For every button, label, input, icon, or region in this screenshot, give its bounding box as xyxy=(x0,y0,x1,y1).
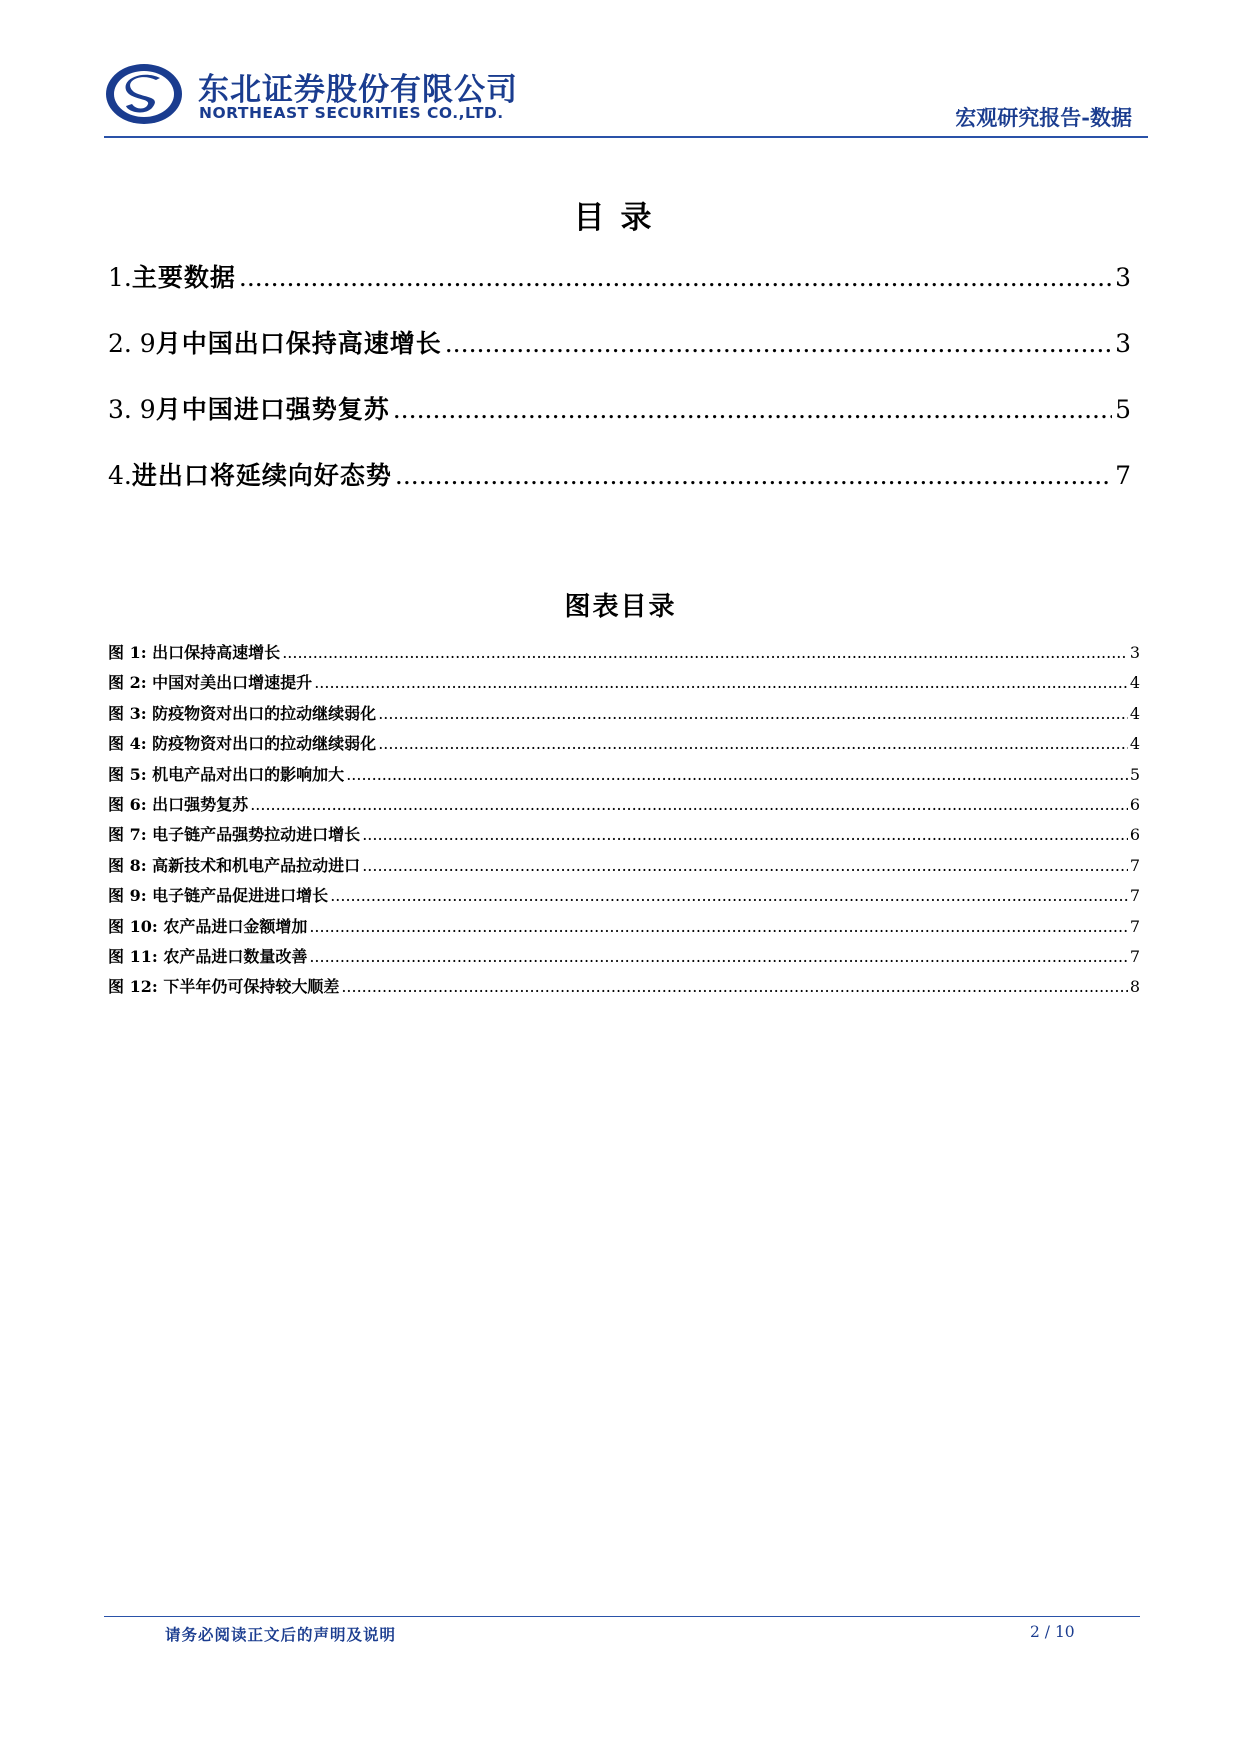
figure-leader-dots xyxy=(250,795,1128,814)
figure-toc-label: 图 4: 防疫物资对出口的拉动继续弱化 xyxy=(108,734,377,754)
toc-entry[interactable] xyxy=(108,390,1131,456)
toc-entry-number: 3. 9 xyxy=(108,395,156,424)
figure-toc-label: 图 7: 电子链产品强势拉动进口增长 xyxy=(108,825,361,845)
figure-toc-entry[interactable] xyxy=(108,762,1140,792)
page-number: 2 / 10 xyxy=(1030,1623,1075,1641)
figure-toc-title: 图表目录 xyxy=(564,592,677,622)
figure-toc-page: 7 xyxy=(1129,886,1140,906)
toc-entry-number: 2. 9 xyxy=(108,329,156,358)
figure-toc-entry[interactable] xyxy=(108,792,1140,822)
figure-toc-entry[interactable] xyxy=(108,974,1140,1004)
toc-leader-dots xyxy=(395,461,1112,490)
figure-leader-dots xyxy=(378,734,1128,753)
footer-divider xyxy=(104,1616,1140,1617)
figure-leader-dots xyxy=(378,704,1128,723)
toc-title: 目录 xyxy=(573,200,668,236)
toc-leader-dots xyxy=(393,395,1112,424)
toc-entry-page: 3 xyxy=(1115,329,1131,358)
toc-entry-page: 3 xyxy=(1115,263,1131,292)
figure-toc-entry[interactable] xyxy=(108,701,1140,731)
figure-toc-page: 4 xyxy=(1129,734,1140,754)
figure-toc-page: 7 xyxy=(1129,946,1140,966)
figure-toc-page: 3 xyxy=(1129,643,1140,662)
company-name-cn: 东北证券股份有限公司 xyxy=(198,72,518,108)
figure-leader-dots xyxy=(309,917,1127,936)
figure-leader-dots xyxy=(341,977,1127,996)
figure-toc-entry[interactable] xyxy=(108,670,1140,700)
figure-toc-label: 图 6: 出口强势复苏 xyxy=(108,794,249,814)
figure-toc-entry[interactable] xyxy=(108,914,1140,944)
figure-leader-dots xyxy=(346,765,1128,784)
figure-toc-page: 4 xyxy=(1129,703,1140,723)
toc-entry-number: 1. xyxy=(108,263,132,292)
figure-toc-entry[interactable] xyxy=(108,853,1140,883)
toc-entry-title: 月中国进口强势复苏 xyxy=(155,395,390,424)
toc-entry[interactable] xyxy=(108,456,1131,522)
figure-toc-page: 8 xyxy=(1129,977,1140,997)
figure-toc-label: 图 12: 下半年仍可保持较大顺差 xyxy=(108,977,340,997)
figure-leader-dots xyxy=(314,673,1128,692)
figure-toc-entry[interactable] xyxy=(108,640,1140,670)
page-header xyxy=(104,60,1148,138)
header-divider xyxy=(104,136,1148,138)
figure-toc-label: 图 2: 中国对美出口增速提升 xyxy=(108,673,313,693)
toc-leader-dots xyxy=(239,263,1112,292)
figure-toc-label: 图 10: 农产品进口金额增加 xyxy=(108,916,308,936)
figure-toc-entry[interactable] xyxy=(108,731,1140,761)
figure-toc-page: 5 xyxy=(1129,764,1140,784)
toc-entry[interactable] xyxy=(108,324,1131,390)
figure-toc-entry[interactable] xyxy=(108,944,1140,974)
figure-toc-page: 4 xyxy=(1129,673,1140,693)
toc-entry[interactable] xyxy=(108,258,1131,324)
toc-entry-title: 月中国出口保持高速增长 xyxy=(155,329,442,358)
company-name-en: NORTHEAST SECURITIES CO.,LTD. xyxy=(199,104,504,122)
figure-toc-label: 图 1: 出口保持高速增长 xyxy=(108,643,281,662)
figure-toc-label: 图 5: 机电产品对出口的影响加大 xyxy=(108,764,345,784)
figure-toc-label: 图 3: 防疫物资对出口的拉动继续弱化 xyxy=(108,703,377,723)
footer-disclaimer: 请务必阅读正文后的声明及说明 xyxy=(165,1625,397,1644)
figure-leader-dots xyxy=(282,643,1128,662)
table-of-contents xyxy=(108,258,1131,522)
figure-toc-page: 6 xyxy=(1129,825,1140,845)
toc-entry-page: 5 xyxy=(1115,395,1131,424)
toc-entry-title: 主要数据 xyxy=(131,263,236,292)
figure-toc-entry[interactable] xyxy=(108,883,1140,913)
figure-toc-label: 图 11: 农产品进口数量改善 xyxy=(108,946,308,966)
figure-leader-dots xyxy=(362,825,1128,844)
toc-leader-dots xyxy=(445,329,1112,358)
figure-toc-label: 图 9: 电子链产品促进进口增长 xyxy=(108,886,329,906)
figure-toc-label: 图 8: 高新技术和机电产品拉动进口 xyxy=(108,855,361,875)
figure-toc-page: 7 xyxy=(1129,916,1140,936)
report-type: 宏观研究报告-数据 xyxy=(955,105,1132,130)
figure-toc-entry[interactable] xyxy=(108,822,1140,852)
figure-table-of-contents xyxy=(108,640,1140,1005)
figure-leader-dots xyxy=(362,856,1128,875)
toc-entry-title: 进出口将延续向好态势 xyxy=(131,461,392,490)
figure-leader-dots xyxy=(330,886,1128,905)
toc-entry-number: 4. xyxy=(108,461,132,490)
figure-toc-page: 6 xyxy=(1129,794,1140,814)
figure-leader-dots xyxy=(309,947,1127,966)
toc-entry-page: 7 xyxy=(1115,461,1131,490)
figure-toc-page: 7 xyxy=(1129,855,1140,875)
northeast-securities-logo-icon xyxy=(104,62,184,126)
